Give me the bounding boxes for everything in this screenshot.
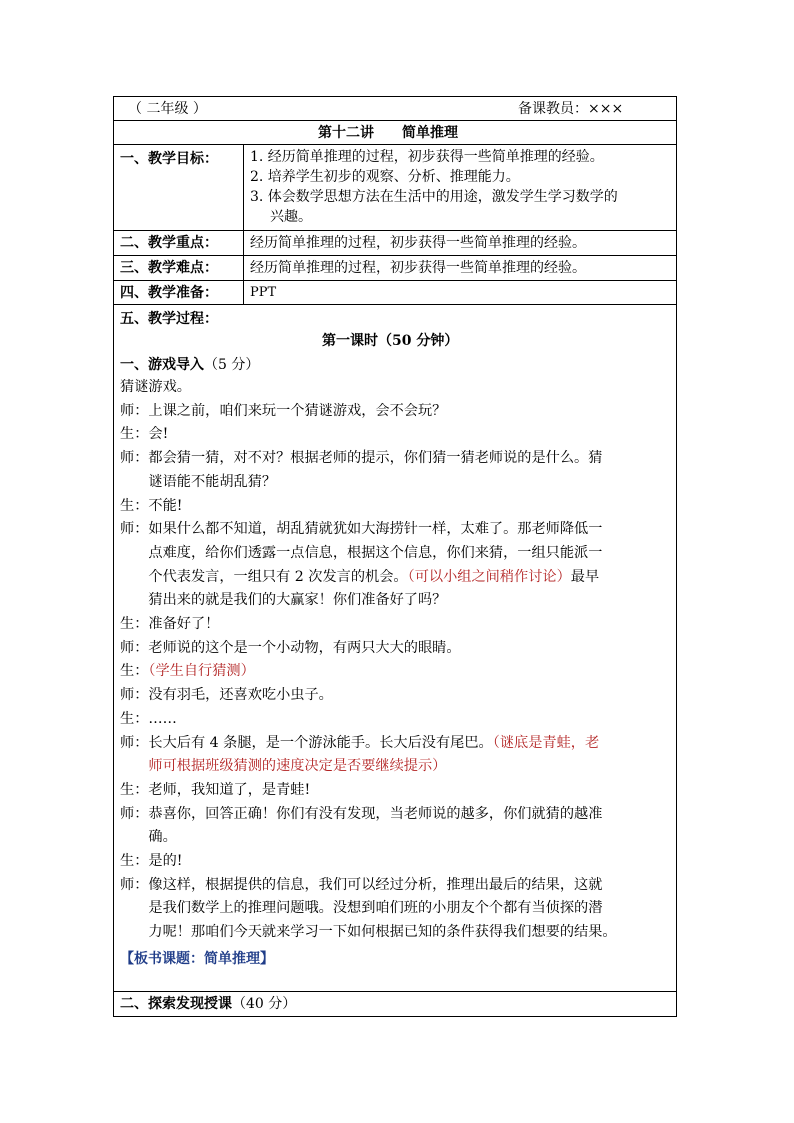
key-points-row xyxy=(114,231,676,256)
part1-title: 一、游戏导入 xyxy=(120,357,204,373)
part2-time: （40 分） xyxy=(232,996,297,1012)
divider xyxy=(243,256,244,280)
dialog-text: 师：像这样，根据提供的信息，我们可以经过分析，推理出最后的结果，这就 xyxy=(120,876,603,893)
dialog-line xyxy=(120,804,602,824)
dialog-text: 猜谜游戏。 xyxy=(120,379,191,395)
dialog-text: 生：老师，我知道了，是青蛙! xyxy=(120,781,311,798)
dialog-text: 生： xyxy=(120,663,149,680)
part2-row xyxy=(114,992,676,1016)
dialog-line xyxy=(120,519,602,539)
dialog-line xyxy=(120,922,617,942)
dialog-text: 生：准备好了！ xyxy=(120,616,220,632)
dialog-line xyxy=(120,424,168,444)
goal-item: 3. 体会数学思想方法在生活中的用途，激发学生学习数学的 xyxy=(250,189,618,205)
divider xyxy=(243,281,244,304)
divider xyxy=(243,145,244,230)
difficulties-row xyxy=(114,256,676,281)
dialog-line xyxy=(120,898,602,918)
dialog-text: 生：不能! xyxy=(120,497,183,514)
dialog-line xyxy=(120,377,191,397)
dialog-text: 师：恭喜你，回答正确！你们有没有发现，当老师说的越多，你们就猜的越准 xyxy=(120,805,603,822)
dialog-line xyxy=(120,590,446,610)
teacher-label: 备课教员：××× xyxy=(518,101,624,117)
goals-label: 一、教学目标： xyxy=(120,151,218,167)
dialog-line xyxy=(120,875,602,895)
dialog-text: 力呢！那咱们今天就来学习一下如何根据已知的条件获得我们想要的结果。 xyxy=(120,924,617,941)
dialog-text: 师：老师说的这个是一个小动物，有两只大大的眼睛。 xyxy=(120,639,461,656)
difficulties-text: 经历简单推理的过程，初步获得一些简单推理的经验。 xyxy=(250,260,586,276)
dialog-line xyxy=(120,851,182,871)
process-label: 五、教学过程： xyxy=(120,311,218,327)
period-title: 第一课时（50 分钟） xyxy=(322,333,459,349)
goal-item: 2. 培养学生初步的观察、分析、推理能力。 xyxy=(250,169,520,185)
dialog-line xyxy=(120,448,602,468)
dialog-line xyxy=(120,567,599,587)
preparation-row xyxy=(114,281,676,305)
dialog-line xyxy=(120,733,599,753)
goal-item: 兴趣。 xyxy=(270,209,312,225)
dialog-line xyxy=(120,827,177,847)
grade-label: （ 二年级 ） xyxy=(128,101,207,117)
dialog-text: 个代表发言，一组只有 2 次发言的机会。 xyxy=(120,568,408,585)
dialog-line xyxy=(120,401,446,421)
board-note: 【板书课题：简单推理】 xyxy=(120,951,274,967)
dialog-text: 师：都会猜一猜，对不对？根据老师的提示，你们猜一猜老师说的是什么。猜 xyxy=(120,450,603,467)
dialog-text: 师：上课之前，咱们来玩一个猜谜游戏，会不会玩？ xyxy=(120,402,447,419)
teacher-note: 师可根据班级猜测的速度决定是否要继续提示） xyxy=(148,758,447,775)
dialog-line xyxy=(120,685,333,705)
dialog-line xyxy=(120,780,310,800)
teacher-note: （可以小组之间稍作讨论） xyxy=(407,568,571,585)
preparation-label: 四、教学准备： xyxy=(120,285,218,301)
teacher-note: （谜底是青蛙，老 xyxy=(492,734,600,751)
dialog-text: 生：会! xyxy=(120,426,169,443)
key-points-text: 经历简单推理的过程，初步获得一些简单推理的经验。 xyxy=(250,235,586,251)
dialog-line xyxy=(120,543,602,563)
goal-item: 1. 经历简单推理的过程，初步获得一些简单推理的经验。 xyxy=(250,149,604,165)
dialog-text: 谜语能不能胡乱猜？ xyxy=(120,473,277,490)
divider xyxy=(243,231,244,255)
dialog-line xyxy=(120,709,177,729)
dialog-line xyxy=(120,496,182,516)
part2-heading xyxy=(120,994,296,1014)
dialog-text: 生：…… xyxy=(120,710,177,727)
dialog-text: 点难度，给你们透露一点信息，根据这个信息，你们来猜，一组只能派一 xyxy=(120,544,603,561)
header-row xyxy=(114,97,676,121)
dialog-text: 确。 xyxy=(120,829,177,846)
dialog-text xyxy=(120,758,148,774)
dialog-text: 是我们数学上的推理问题哦。没想到咱们班的小朋友个个都有当侦探的潜 xyxy=(120,900,603,917)
dialog-line xyxy=(120,472,276,492)
part2-title: 二、探索发现授课 xyxy=(120,996,232,1012)
part1-time: （5 分） xyxy=(204,357,260,373)
lesson-title: 第十二讲 简单推理 xyxy=(318,125,458,141)
dialog-text: 师：长大后有 4 条腿，是一个游泳能手。长大后没有尾巴。 xyxy=(120,734,493,751)
process-section xyxy=(114,305,676,992)
dialog-line xyxy=(120,661,255,681)
part1-heading xyxy=(120,355,259,375)
dialog-text: 师：如果什么都不知道，胡乱猜就犹如大海捞针一样，太难了。那老师降低一 xyxy=(120,521,603,538)
dialog-line xyxy=(120,638,461,658)
dialog-text: 猜出来的就是我们的大赢家！你们准备好了吗？ xyxy=(120,592,447,609)
dialog-line xyxy=(120,756,446,776)
dialog-line xyxy=(120,614,219,634)
difficulties-label: 三、教学难点： xyxy=(120,260,218,276)
key-points-label: 二、教学重点： xyxy=(120,235,218,251)
teacher-note: （学生自行猜测） xyxy=(148,663,255,680)
title-row xyxy=(114,121,676,145)
goals-row xyxy=(114,145,676,231)
dialog-text-after: 最早 xyxy=(570,568,600,585)
preparation-text: PPT xyxy=(250,285,277,300)
lesson-plan-table xyxy=(113,96,677,1017)
dialog-text: 师：没有羽毛，还喜欢吃小虫子。 xyxy=(120,687,333,704)
dialog-text: 生：是的! xyxy=(120,853,183,869)
